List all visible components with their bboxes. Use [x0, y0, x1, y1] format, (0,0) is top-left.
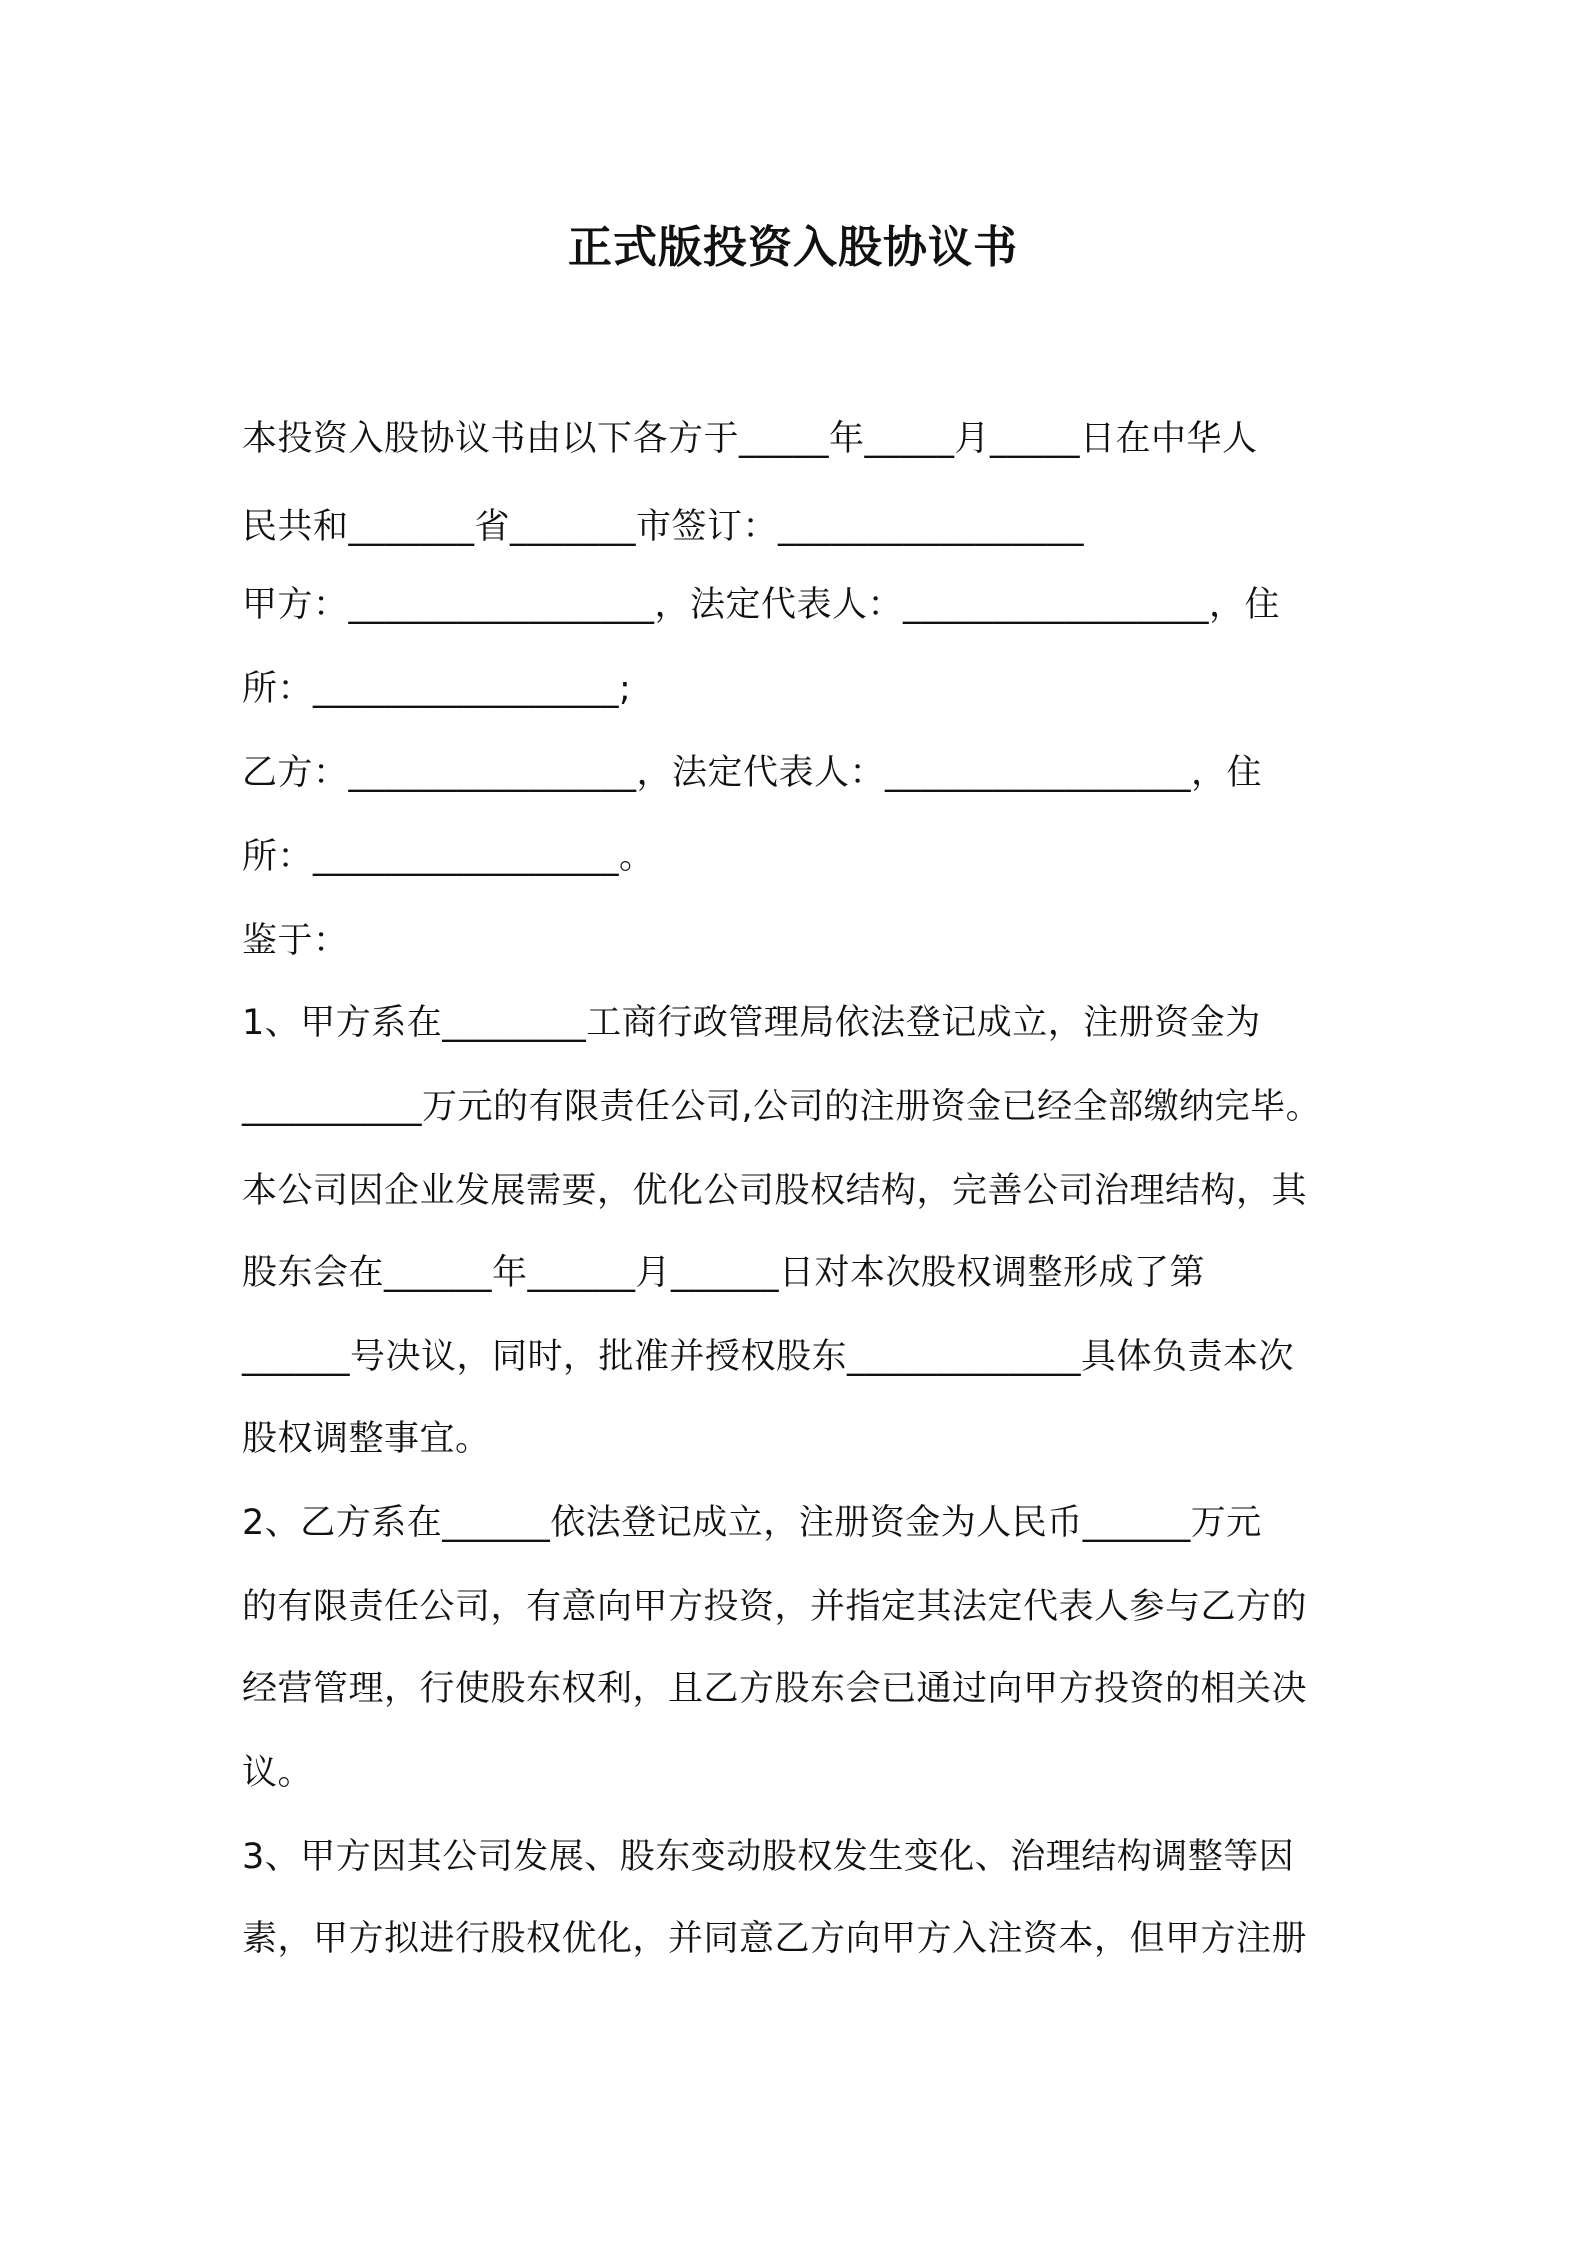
text-line-4: 所：_________________;: [242, 669, 632, 709]
text-line-17: 议。: [242, 1753, 314, 1793]
text-line-16: 经营管理，行使股东权利，且乙方股东会已通过向甲方投资的相关决: [242, 1669, 1308, 1709]
text-line-12: ______号决议，同时，批准并授权股东_____________具体负责本次: [242, 1337, 1295, 1377]
text-line-14: 2、乙方系在______依法登记成立，注册资金为人民币______万元: [242, 1503, 1262, 1543]
text-line-7: 鉴于：: [242, 921, 349, 961]
text-line-18: 3、甲方因其公司发展、股东变动股权发生变化、治理结构调整等因: [242, 1837, 1295, 1877]
text-line-10: 本公司因企业发展需要，优化公司股权结构，完善公司治理结构，其: [242, 1171, 1308, 1211]
text-line-15: 的有限责任公司，有意向甲方投资，并指定其法定代表人参与乙方的: [242, 1587, 1308, 1627]
text-line-19: 素，甲方拟进行股权优化，并同意乙方向甲方入注资本，但甲方注册: [242, 1919, 1308, 1959]
text-line-3: 甲方：_________________，法定代表人：_________________，住: [242, 585, 1281, 625]
text-line-13: 股权调整事宜。: [242, 1419, 491, 1459]
text-line-5: 乙方：________________，法定代表人：_________________，住: [242, 753, 1263, 793]
text-line-6: 所：_________________。: [242, 837, 655, 877]
text-line-1: 本投资入股协议书由以下各方于_____年_____月_____日在中华人: [242, 419, 1258, 459]
text-line-9: __________万元的有限责任公司,公司的注册资金已经全部缴纳完毕。: [242, 1087, 1322, 1127]
document-title: 正式版投资入股协议书: [568, 222, 1018, 273]
text-line-11: 股东会在______年______月______日对本次股权调整形成了第: [242, 1253, 1206, 1293]
text-line-2: 民共和_______省_______市签订：_________________: [242, 507, 1085, 547]
text-line-8: 1、甲方系在________工商行政管理局依法登记成立，注册资金为: [242, 1003, 1261, 1043]
